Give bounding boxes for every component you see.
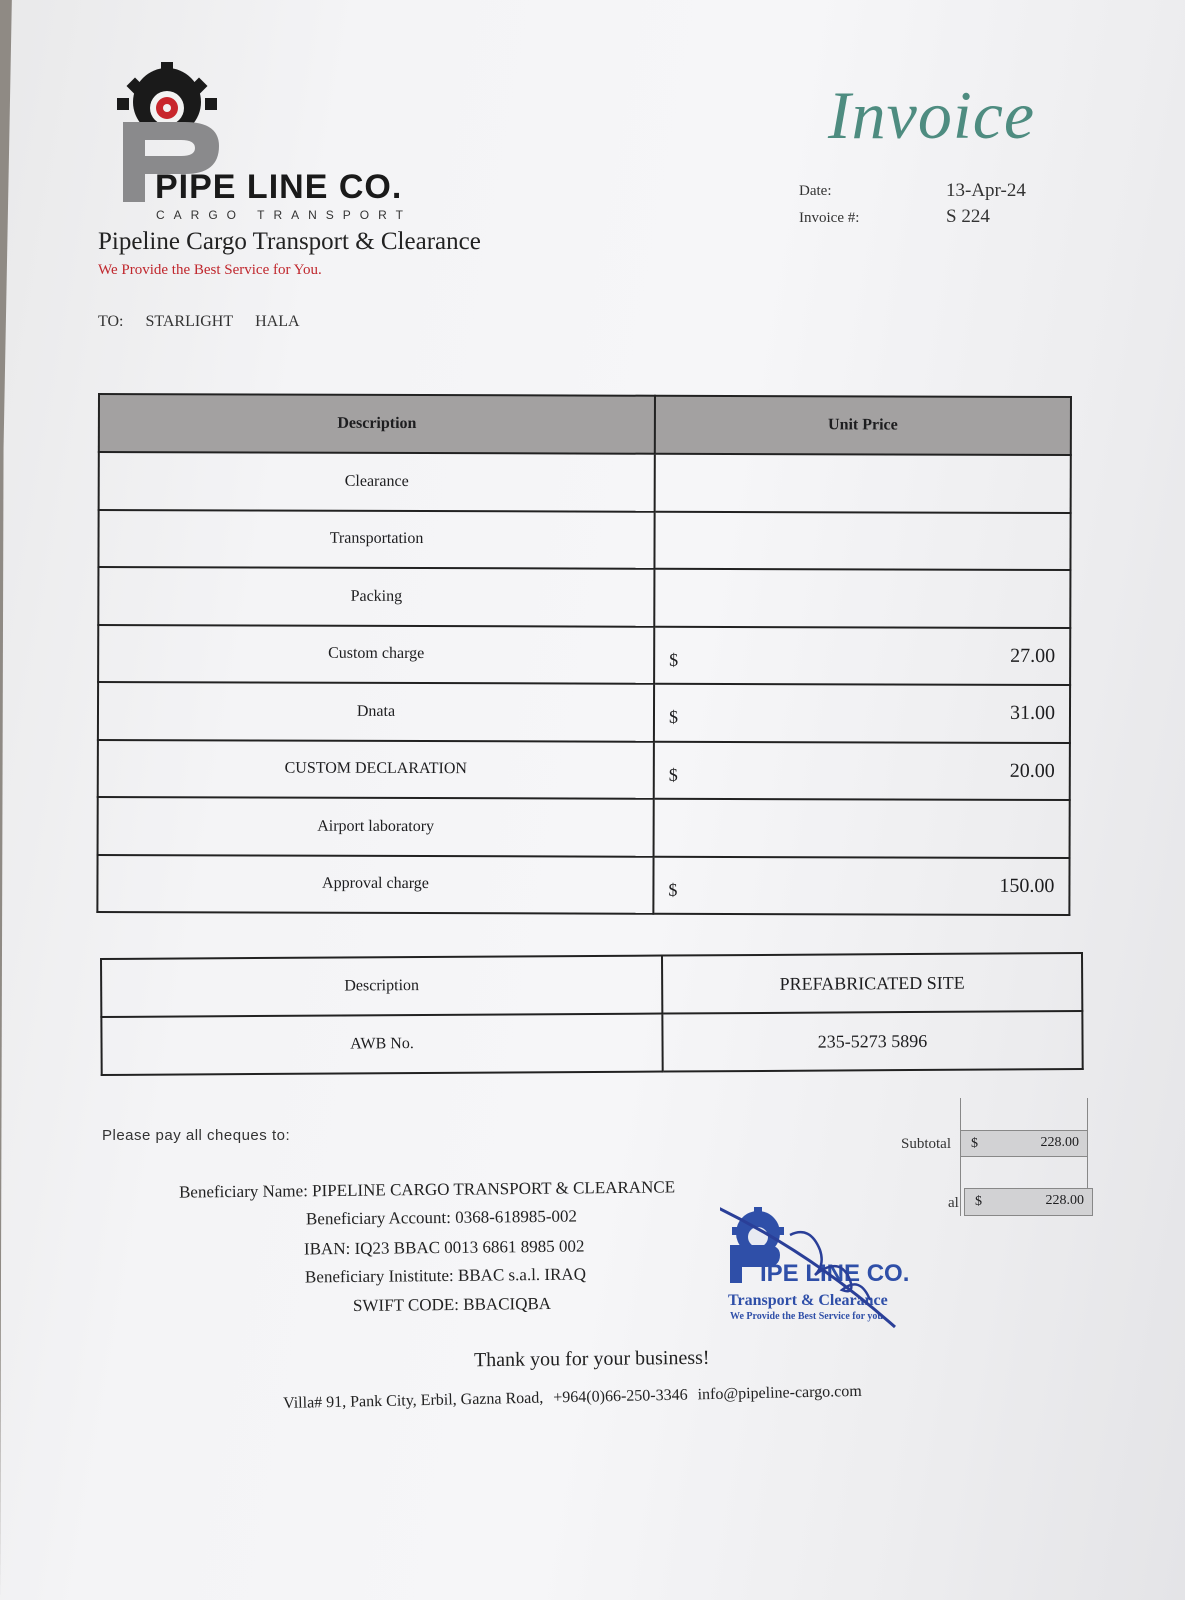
column-header-description: Description bbox=[99, 394, 655, 454]
svg-text:Transport & Clearance: Transport & Clearance bbox=[728, 1292, 888, 1309]
recipient-name-1: STARLIGHT bbox=[145, 313, 234, 330]
table-row bbox=[101, 1011, 1082, 1075]
invoice-number-label: Invoice #: bbox=[799, 210, 860, 226]
payment-intro: Please pay all cheques to: bbox=[102, 1127, 291, 1144]
recipient-label: TO: bbox=[98, 313, 124, 330]
recipient-name-2: HALA bbox=[255, 313, 300, 330]
info-value: PREFABRICATED SITE bbox=[662, 953, 1082, 1014]
item-description: Dnata bbox=[98, 682, 654, 741]
invoice-number-value: S 224 bbox=[946, 206, 990, 227]
shipment-info-table bbox=[100, 952, 1084, 1076]
item-unit-price bbox=[654, 511, 1070, 570]
item-description: Clearance bbox=[99, 452, 655, 511]
recipient bbox=[98, 313, 318, 331]
date-value: 13-Apr-24 bbox=[946, 180, 1026, 201]
table-row bbox=[97, 855, 1069, 916]
item-description: Airport laboratory bbox=[98, 797, 654, 856]
table-row bbox=[98, 625, 1070, 686]
item-description: Custom charge bbox=[98, 625, 654, 684]
table-row bbox=[101, 953, 1082, 1017]
column-header-unit-price: Unit Price bbox=[655, 396, 1071, 455]
table-row bbox=[98, 567, 1070, 628]
logo-wordmark: PIPE LINE CO. bbox=[155, 168, 403, 206]
item-amount: 150.00 bbox=[999, 874, 1055, 897]
footer-phone: +964(0)66-250-3346 bbox=[553, 1386, 688, 1407]
item-unit-price bbox=[653, 856, 1069, 915]
item-unit-price bbox=[654, 741, 1070, 800]
footer-address: Villa# 91, Pank City, Erbil, Gazna Road, bbox=[283, 1389, 544, 1412]
footer-email: info@pipeline-cargo.com bbox=[697, 1382, 862, 1404]
total-currency: $ bbox=[975, 1194, 982, 1209]
item-description: CUSTOM DECLARATION bbox=[98, 740, 654, 799]
svg-text:We Provide the Best Service fo: We Provide the Best Service for you. bbox=[730, 1311, 886, 1322]
svg-text:IPE LINE CO.: IPE LINE CO. bbox=[760, 1260, 910, 1287]
total-value: 228.00 bbox=[1045, 1193, 1084, 1208]
iban: IBAN: IQ23 BBAC 0013 6861 8985 002 bbox=[303, 1236, 585, 1259]
table-row bbox=[99, 452, 1071, 513]
beneficiary-name: Beneficiary Name: PIPELINE CARGO TRANSPORT & CLEARANCE bbox=[178, 1177, 676, 1202]
info-label: AWB No. bbox=[101, 1014, 662, 1075]
item-description: Approval charge bbox=[97, 855, 653, 914]
total-box bbox=[964, 1188, 1093, 1216]
item-description: Packing bbox=[98, 567, 654, 626]
table-row bbox=[98, 797, 1070, 858]
subtotal-box bbox=[960, 1130, 1088, 1157]
table-row bbox=[98, 682, 1070, 743]
table-row bbox=[98, 740, 1070, 801]
company-name: Pipeline Cargo Transport & Clearance bbox=[98, 228, 481, 255]
items-table bbox=[96, 393, 1072, 916]
company-tagline: We Provide the Best Service for You. bbox=[98, 262, 322, 278]
table-row bbox=[98, 510, 1070, 571]
item-unit-price bbox=[654, 799, 1070, 858]
date-label: Date: bbox=[799, 183, 832, 199]
beneficiary-institute: Beneficiary Inistitute: BBAC s.a.l. IRAQ bbox=[304, 1264, 587, 1287]
item-amount: 20.00 bbox=[1009, 759, 1055, 782]
total-label: al bbox=[948, 1195, 959, 1211]
info-value: 235-5273 5896 bbox=[662, 1011, 1082, 1072]
logo-subtitle: CARGO TRANSPORT bbox=[156, 208, 412, 222]
company-stamp bbox=[720, 1205, 950, 1335]
beneficiary-account: Beneficiary Account: 0368-618985-002 bbox=[305, 1206, 578, 1229]
item-unit-price bbox=[654, 626, 1070, 685]
totals-panel bbox=[898, 1098, 1093, 1218]
item-currency: $ bbox=[669, 649, 679, 670]
subtotal-label: Subtotal bbox=[901, 1136, 952, 1152]
thank-you-note: Thank you for your business! bbox=[473, 1346, 710, 1372]
invoice-title: Invoice bbox=[828, 77, 1036, 153]
info-label: Description bbox=[101, 956, 662, 1017]
item-unit-price bbox=[655, 454, 1071, 513]
item-unit-price bbox=[654, 684, 1070, 743]
items-table-header bbox=[99, 394, 1071, 455]
subtotal-currency: $ bbox=[971, 1136, 978, 1151]
item-description: Transportation bbox=[98, 510, 654, 569]
item-currency: $ bbox=[668, 879, 678, 900]
subtotal-value: 228.00 bbox=[1040, 1135, 1079, 1150]
item-amount: 27.00 bbox=[1010, 644, 1056, 667]
item-amount: 31.00 bbox=[1009, 702, 1056, 725]
item-currency: $ bbox=[668, 764, 678, 785]
item-unit-price bbox=[654, 569, 1070, 628]
item-currency: $ bbox=[668, 707, 679, 728]
swift-code: SWIFT CODE: BBACIQBA bbox=[352, 1293, 552, 1316]
